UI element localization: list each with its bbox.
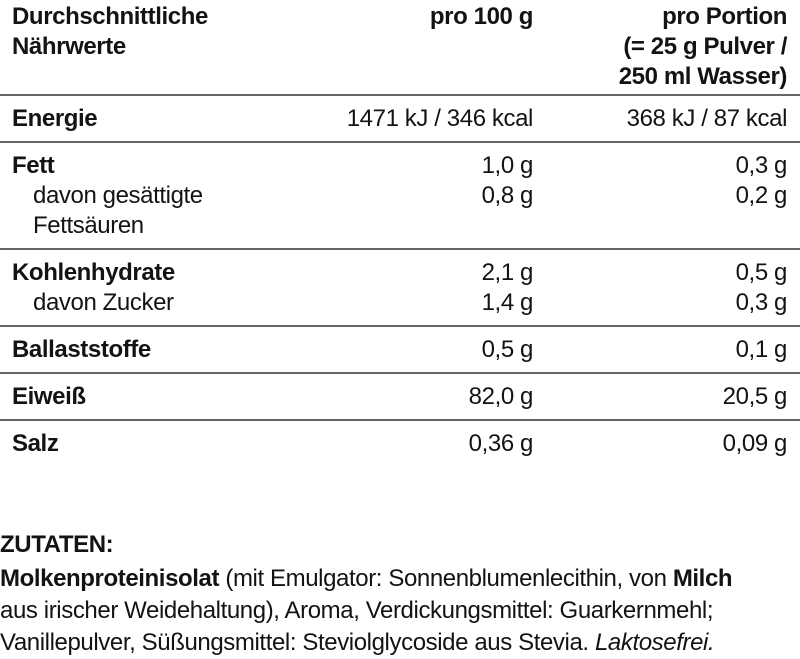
- table-row-energie: [0, 104, 800, 134]
- value-per-100g-fett: 1,0 g: [481, 152, 533, 179]
- value-per-100g-salz: 0,36 g: [468, 430, 533, 457]
- ingredients-paragraph: [0, 563, 800, 659]
- ingredient-text: (mit Emulgator: Sonnenblumenlecithin, von: [219, 565, 673, 592]
- ingredient-bold-text: Milch: [672, 565, 733, 592]
- table-section: [0, 143, 800, 250]
- ingredient-text: aus irischer Weidehaltung), Aroma, Verdickungsmittel: Guarkernmehl;: [0, 597, 714, 624]
- ingredient-italic-text: Laktosefrei.: [594, 629, 715, 656]
- nutrient-label-kohlenhydrate: Kohlenhydrate: [12, 259, 175, 286]
- nutrient-label-fett-gesaettigte-fettsaeuren: davon gesättigte Fettsäuren: [33, 182, 203, 239]
- nutrient-label-zucker: davon Zucker: [33, 289, 174, 316]
- ingredient-bold-text: Molkenproteinisolat: [0, 565, 220, 592]
- value-per-100g-kohlenhydrate: 2,1 g: [481, 259, 533, 286]
- value-per-portion-fett-gesaettigte-fettsaeuren: 0,2 g: [735, 182, 787, 209]
- table-header: [0, 0, 800, 96]
- table-section: [0, 421, 800, 466]
- ingredients-line-3: [0, 627, 800, 659]
- nutrient-label-ballaststoffe: Ballaststoffe: [12, 336, 151, 363]
- value-per-100g-energie: 1471 kJ / 346 kcal: [346, 105, 533, 132]
- nutrient-label-salz: Salz: [12, 430, 59, 457]
- ingredients-line-1: [0, 563, 800, 595]
- table-row-eiweiss: [0, 382, 800, 412]
- value-per-portion-eiweiss: 20,5 g: [722, 383, 787, 410]
- value-per-100g-eiweiss: 82,0 g: [468, 383, 533, 410]
- ingredients-line-2: [0, 595, 800, 627]
- table-row-kohlenhydrate: [0, 258, 800, 288]
- ingredient-text: Vanillepulver, Süßungsmittel: Steviolglycoside aus Stevia.: [0, 629, 595, 656]
- table-header-row: [0, 2, 800, 92]
- ingredients-heading: ZUTATEN:: [0, 531, 114, 558]
- header-nutrients-label: Durchschnittliche Nährwerte: [12, 3, 208, 60]
- table-row-zucker: [0, 288, 800, 318]
- table-section: [0, 96, 800, 143]
- value-per-portion-fett: 0,3 g: [735, 152, 787, 179]
- ingredients-section: [0, 530, 800, 659]
- value-per-100g-zucker: 1,4 g: [481, 289, 533, 316]
- table-section: [0, 374, 800, 421]
- value-per-portion-ballaststoffe: 0,1 g: [735, 336, 787, 363]
- header-per-portion: pro Portion (= 25 g Pulver / 250 ml Wasser): [618, 3, 787, 90]
- value-per-portion-salz: 0,09 g: [722, 430, 787, 457]
- table-row-fett-gesaettigte-fettsaeuren: [0, 181, 800, 241]
- nutrient-label-energie: Energie: [12, 105, 98, 132]
- nutrient-label-fett: Fett: [12, 152, 55, 179]
- header-per-100g: pro 100 g: [429, 3, 533, 30]
- nutrient-label-eiweiss: Eiweiß: [12, 383, 86, 410]
- table-row-ballaststoffe: [0, 335, 800, 365]
- value-per-portion-kohlenhydrate: 0,5 g: [735, 259, 787, 286]
- table-row-salz: [0, 429, 800, 459]
- table-section: [0, 250, 800, 327]
- table-section: [0, 327, 800, 374]
- value-per-portion-zucker: 0,3 g: [735, 289, 787, 316]
- value-per-100g-ballaststoffe: 0,5 g: [481, 336, 533, 363]
- value-per-portion-energie: 368 kJ / 87 kcal: [626, 105, 787, 132]
- table-row-fett: [0, 151, 800, 181]
- value-per-100g-fett-gesaettigte-fettsaeuren: 0,8 g: [481, 182, 533, 209]
